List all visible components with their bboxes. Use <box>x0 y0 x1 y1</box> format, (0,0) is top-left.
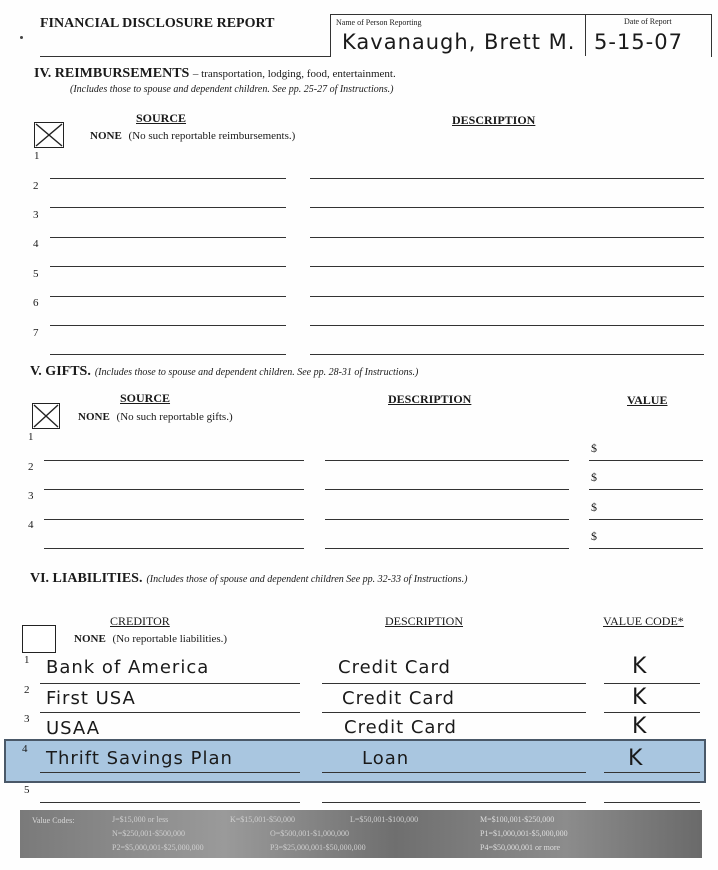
row-number: 6 <box>33 297 39 309</box>
x-mark-icon <box>33 404 59 428</box>
reimbursements-none-note: (No such reportable reimbursements.) <box>128 130 296 142</box>
row-line <box>322 802 586 803</box>
row-line <box>589 548 703 549</box>
liabilities-title: VI. LIABILITIES. <box>30 571 143 586</box>
row-line <box>325 548 569 549</box>
liability-description: Credit Card <box>344 717 457 738</box>
gifts-none-label: NONE <box>78 411 110 423</box>
liabilities-col-description: DESCRIPTION <box>385 614 464 628</box>
gifts-none-checkbox[interactable] <box>32 403 60 429</box>
row-line <box>310 207 704 208</box>
row-line <box>325 489 569 490</box>
reimbursements-none-text <box>90 130 295 142</box>
liabilities-none-note: (No reportable liabilities.) <box>112 633 228 645</box>
liabilities-instructions: (Includes those of spouse and dependent children See pp. 32-33 of Instructions.) <box>146 574 468 585</box>
reimbursements-note: – transportation, lodging, food, entertainment. <box>192 68 396 80</box>
row-number: 5 <box>33 268 39 280</box>
row-line <box>50 237 286 238</box>
liability-creditor: Bank of America <box>46 657 210 678</box>
row-line <box>50 178 286 179</box>
reimbursements-col-description: DESCRIPTION <box>452 113 536 127</box>
row-line <box>322 712 586 713</box>
liability-value-code: K <box>628 746 644 771</box>
row-line <box>589 519 703 520</box>
gifts-title: V. GIFTS. <box>30 364 91 379</box>
liability-creditor: First USA <box>46 688 136 709</box>
row-line <box>604 712 700 713</box>
row-line <box>50 296 286 297</box>
row-line <box>310 354 704 355</box>
row-line <box>50 266 286 267</box>
name-date-divider <box>585 14 586 56</box>
row-number: 1 <box>28 431 34 443</box>
row-line <box>322 772 586 773</box>
row-number: 4 <box>28 519 34 531</box>
date-label: Date of Report <box>624 17 672 26</box>
gift-dollar: $ <box>591 529 597 543</box>
value-codes-label: Value Codes: <box>32 816 75 825</box>
gift-dollar: $ <box>591 500 597 514</box>
row-number: 1 <box>34 150 40 162</box>
row-line <box>604 772 700 773</box>
gifts-heading <box>30 362 418 380</box>
x-mark-icon <box>35 123 63 147</box>
liability-value-code: K <box>632 654 648 679</box>
gifts-col-value: VALUE <box>627 393 668 407</box>
value-code: P4=$50,000,001 or more <box>480 843 561 852</box>
value-code: N=$250,001-$500,000 <box>112 829 185 838</box>
liability-row-number: 2 <box>24 684 30 696</box>
value-code: M=$100,001-$250,000 <box>480 815 555 824</box>
liabilities-none-label: NONE <box>74 633 106 645</box>
gifts-instructions: (Includes those to spouse and dependent children. See pp. 28-31 of Instructions.) <box>94 367 419 378</box>
gift-dollar: $ <box>591 470 597 484</box>
reimbursements-none-checkbox[interactable] <box>34 122 64 148</box>
value-code: P3=$25,000,001-$50,000,000 <box>270 843 366 852</box>
row-line <box>325 460 569 461</box>
reimbursements-title: IV. REIMBURSEMENTS <box>34 66 190 81</box>
row-line <box>604 802 700 803</box>
liabilities-col-creditor: CREDITOR <box>110 614 170 628</box>
value-code: P1=$1,000,001-$5,000,000 <box>480 829 568 838</box>
value-code: O=$500,001-$1,000,000 <box>270 829 349 838</box>
row-line <box>325 519 569 520</box>
row-line <box>50 354 286 355</box>
value-code: P2=$5,000,001-$25,000,000 <box>112 843 204 852</box>
gifts-none-text <box>78 411 233 423</box>
liabilities-none-checkbox[interactable] <box>22 625 56 653</box>
row-line <box>50 207 286 208</box>
liability-row-number: 5 <box>24 784 30 796</box>
reimbursements-instructions: (Includes those to spouse and dependent children. See pp. 25-27 of Instructions.) <box>70 84 394 95</box>
liability-creditor: Thrift Savings Plan <box>46 748 233 769</box>
liability-row-number: 1 <box>24 654 30 666</box>
row-line <box>310 237 704 238</box>
row-number: 2 <box>28 461 34 473</box>
row-line <box>44 548 304 549</box>
liabilities-col-value-code: VALUE CODE* <box>603 614 684 628</box>
row-line <box>310 178 704 179</box>
report-title: FINANCIAL DISCLOSURE REPORT <box>40 16 275 31</box>
row-line <box>40 772 300 773</box>
row-number: 3 <box>28 490 34 502</box>
row-line <box>44 489 304 490</box>
row-line <box>589 460 703 461</box>
liability-row-number: 4 <box>22 743 28 755</box>
name-label: Name of Person Reporting <box>336 18 422 27</box>
row-line <box>322 683 586 684</box>
liabilities-none-text <box>74 633 227 645</box>
liability-value-code: K <box>632 714 648 739</box>
row-number: 2 <box>33 180 39 192</box>
liability-row-number: 3 <box>24 713 30 725</box>
row-line <box>310 296 704 297</box>
value-code: J=$15,000 or less <box>112 815 169 824</box>
name-value: Kavanaugh, Brett M. <box>342 30 576 54</box>
value-codes-footer <box>20 810 702 858</box>
gift-dollar: $ <box>591 441 597 455</box>
row-line <box>40 802 300 803</box>
value-code: K=$15,001-$50,000 <box>230 815 295 824</box>
liability-value-code: K <box>632 685 648 710</box>
reimbursements-col-source: SOURCE <box>136 111 187 125</box>
liability-description: Credit Card <box>342 688 455 709</box>
liability-description: Loan <box>362 748 410 769</box>
row-number: 3 <box>33 209 39 221</box>
row-line <box>44 460 304 461</box>
header-rule <box>40 56 330 57</box>
gifts-col-source: SOURCE <box>120 391 171 405</box>
row-line <box>310 325 704 326</box>
dot-mark <box>20 36 23 39</box>
liability-creditor: USAA <box>46 718 101 739</box>
liability-description: Credit Card <box>338 657 451 678</box>
date-value: 5-15-07 <box>594 30 683 54</box>
gifts-none-note: (No such reportable gifts.) <box>116 411 233 423</box>
row-line <box>40 683 300 684</box>
row-line <box>44 519 304 520</box>
row-line <box>604 683 700 684</box>
gifts-col-description: DESCRIPTION <box>388 392 472 406</box>
row-line <box>40 712 300 713</box>
row-line <box>589 489 703 490</box>
row-line <box>310 266 704 267</box>
row-number: 7 <box>33 327 39 339</box>
liabilities-heading <box>30 569 467 587</box>
value-code: L=$50,001-$100,000 <box>350 815 419 824</box>
reimbursements-none-label: NONE <box>90 130 122 142</box>
row-number: 4 <box>33 238 39 250</box>
reimbursements-heading <box>34 66 396 82</box>
row-line <box>50 325 286 326</box>
